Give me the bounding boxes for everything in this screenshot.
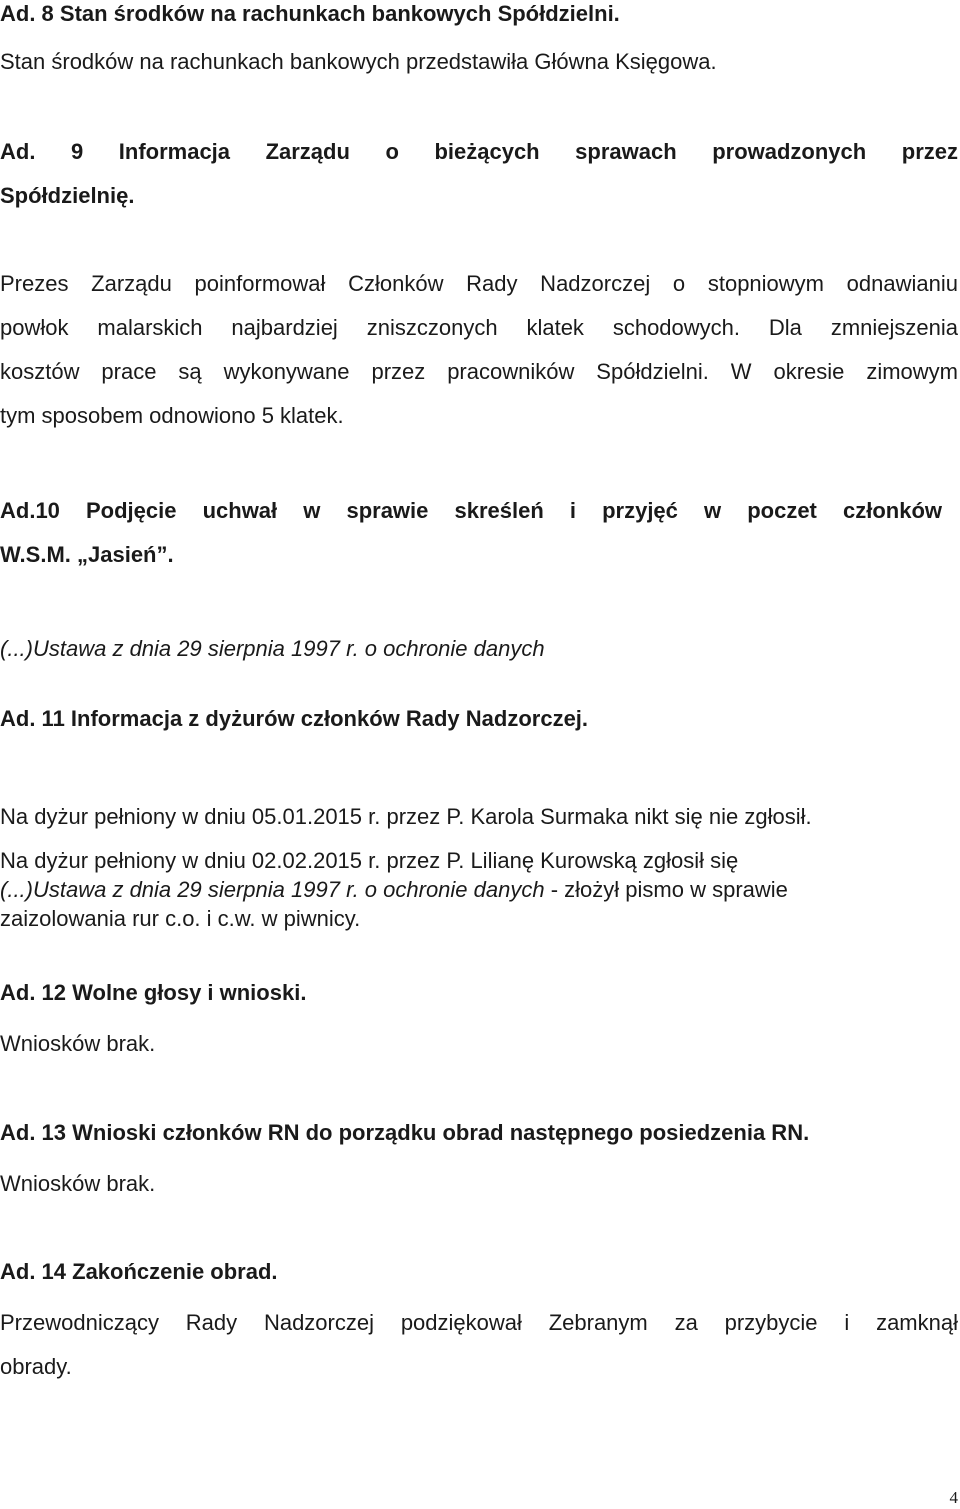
ad11-duty-1: Na dyżur pełniony w dniu 05.01.2015 r. przez P. Karola Surmaka nikt się nie zgłosił. xyxy=(0,804,812,829)
ad10-note: (...)Ustawa z dnia 29 sierpnia 1997 r. o ochronie danych xyxy=(0,636,545,661)
ad12-heading: Ad. 12 Wolne głosy i wnioski. xyxy=(0,980,307,1005)
ad9-body-line: kosztów prace są wykonywane przez pracowników Spółdzielni. W okresie zimowym xyxy=(0,359,958,384)
ad9-heading-cont: Spółdzielnię. xyxy=(0,183,135,208)
ad13-body: Wniosków brak. xyxy=(0,1171,156,1196)
ad8-body: Stan środków na rachunkach bankowych przedstawiła Główna Księgowa. xyxy=(0,49,717,74)
ad10-heading-cont: W.S.M. „Jasień”. xyxy=(0,542,174,567)
ad9-heading: Ad. 9 Informacja Zarządu o bieżących sprawach prowadzonych przez xyxy=(0,139,958,164)
ad11-duty-2: Na dyżur pełniony w dniu 02.02.2015 r. przez P. Lilianę Kurowską zgłosił się xyxy=(0,848,739,873)
ad9-body-line: tym sposobem odnowiono 5 klatek. xyxy=(0,403,344,428)
ad9-body-line: powłok malarskich najbardziej zniszczonych klatek schodowych. Dla zmniejszenia xyxy=(0,315,958,340)
ad14-body-line: obrady. xyxy=(0,1354,72,1379)
ad11-heading: Ad. 11 Informacja z dyżurów członków Rady Nadzorczej. xyxy=(0,706,589,731)
ad11-duty-2-line3: zaizolowania rur c.o. i c.w. w piwnicy. xyxy=(0,906,361,931)
ad9-body-line: Prezes Zarządu poinformował Członków Rady Nadzorczej o stopniowym odnawianiu xyxy=(0,271,958,296)
ad14-body-line: Przewodniczący Rady Nadzorczej podziękował Zebranym za przybycie i zamknął xyxy=(0,1310,958,1335)
page-number: 4 xyxy=(949,1488,958,1507)
ad11-duty-2-line2 xyxy=(0,876,788,904)
ad12-body: Wniosków brak. xyxy=(0,1031,156,1056)
ad13-heading: Ad. 13 Wnioski członków RN do porządku obrad następnego posiedzenia RN. xyxy=(0,1120,810,1145)
ad14-heading: Ad. 14 Zakończenie obrad. xyxy=(0,1259,278,1284)
ad8-heading: Ad. 8 Stan środków na rachunkach bankowych Spółdzielni. xyxy=(0,1,620,26)
ad11-duty-2-rest: - złożył pismo w sprawie xyxy=(544,877,788,902)
ad11-duty-2-note: (...)Ustawa z dnia 29 sierpnia 1997 r. o ochronie danych xyxy=(0,877,545,902)
ad10-heading: Ad.10 Podjęcie uchwał w sprawie skreśleń i przyjęć w poczet członków xyxy=(0,498,942,523)
